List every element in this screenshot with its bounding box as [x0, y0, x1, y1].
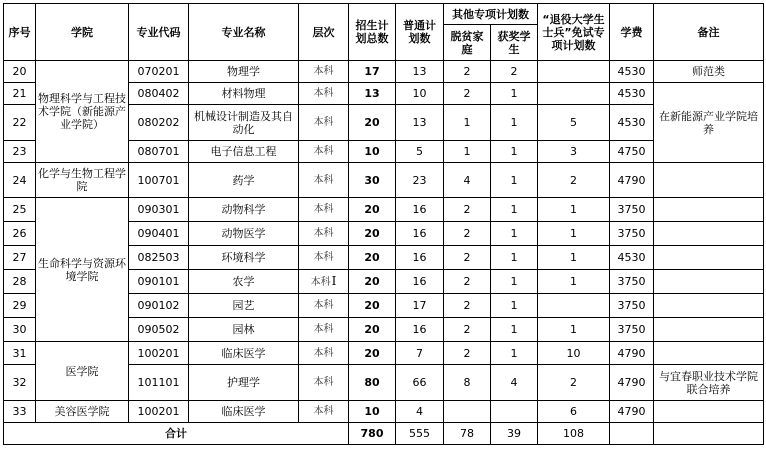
cell-code[interactable]: 100201	[129, 401, 189, 423]
cell-total[interactable]: 80	[349, 365, 396, 401]
cell-college-medical[interactable]: 医学院	[36, 342, 129, 401]
cell-major[interactable]: 材料物理	[189, 83, 299, 105]
cell-note-joint[interactable]: 与宜春职业技术学院联合培养	[654, 365, 764, 401]
cell-fee[interactable]: 3750	[610, 198, 654, 222]
cell-total[interactable]: 20	[349, 318, 396, 342]
cell-note-empty[interactable]	[654, 163, 764, 198]
cell-poverty[interactable]: 1	[444, 105, 491, 141]
cell-veteran[interactable]: 5	[538, 105, 610, 141]
cell-major[interactable]: 园艺	[189, 294, 299, 318]
header-college: 学院	[36, 4, 129, 61]
cell-level[interactable]: 本科	[299, 163, 349, 198]
cell-veteran[interactable]: 10	[538, 342, 610, 365]
cell-fee[interactable]: 4530	[610, 61, 654, 83]
header-veteran: “退役大学生士兵”免试专项计划数	[538, 4, 610, 61]
header-seq: 序号	[4, 4, 36, 61]
cell-note-new-energy[interactable]: 在新能源产业学院培养	[654, 83, 764, 163]
cell-poverty[interactable]: 2	[444, 222, 491, 246]
totals-normal[interactable]: 555	[396, 423, 444, 445]
cell-level[interactable]: 本科	[299, 141, 349, 163]
totals-fee-empty[interactable]	[610, 423, 654, 445]
cell-college-physics[interactable]: 物理科学与工程技术学院（新能源产业学院）	[36, 61, 129, 163]
cell-total[interactable]: 13	[349, 83, 396, 105]
cell-code[interactable]: 100701	[129, 163, 189, 198]
cell-normal[interactable]: 66	[396, 365, 444, 401]
cell-award[interactable]: 1	[491, 342, 538, 365]
cell-normal[interactable]: 10	[396, 83, 444, 105]
cell-fee[interactable]: 4790	[610, 401, 654, 423]
header-level: 层次	[299, 4, 349, 61]
cell-normal[interactable]: 16	[396, 198, 444, 222]
cell-total[interactable]: 20	[349, 270, 396, 294]
cell-code[interactable]: 080202	[129, 105, 189, 141]
cell-veteran[interactable]: 1	[538, 198, 610, 222]
header-normal: 普通计划数	[396, 4, 444, 61]
cell-major[interactable]: 农学	[189, 270, 299, 294]
text-cursor-icon: I	[331, 273, 337, 288]
cell-veteran[interactable]: 1	[538, 246, 610, 270]
cell-award[interactable]: 4	[491, 365, 538, 401]
cell-veteran[interactable]: 3	[538, 141, 610, 163]
cell-code[interactable]: 090502	[129, 318, 189, 342]
cell-note-empty[interactable]	[654, 318, 764, 342]
cell-major[interactable]: 药学	[189, 163, 299, 198]
totals-label[interactable]: 合计	[4, 423, 349, 445]
cell-seq[interactable]: 33	[4, 401, 36, 423]
cell-total[interactable]: 20	[349, 222, 396, 246]
table-row[interactable]	[4, 198, 764, 222]
enrollment-plan-table	[3, 3, 764, 445]
cell-veteran[interactable]	[538, 61, 610, 83]
cell-level[interactable]: 本科	[299, 318, 349, 342]
header-other-group: 其他专项计划数	[444, 4, 538, 25]
cell-code[interactable]: 080402	[129, 83, 189, 105]
cell-total[interactable]: 10	[349, 401, 396, 423]
cell-veteran[interactable]: 1	[538, 270, 610, 294]
cell-level[interactable]: 本科	[299, 222, 349, 246]
cell-seq[interactable]: 30	[4, 318, 36, 342]
cell-fee[interactable]: 3750	[610, 318, 654, 342]
cell-veteran[interactable]: 1	[538, 318, 610, 342]
cell-award[interactable]: 1	[491, 141, 538, 163]
cell-seq[interactable]: 21	[4, 83, 36, 105]
cell-total[interactable]: 30	[349, 163, 396, 198]
cell-total[interactable]: 10	[349, 141, 396, 163]
cell-code[interactable]: 090401	[129, 222, 189, 246]
cell-code[interactable]: 090101	[129, 270, 189, 294]
cell-poverty[interactable]: 2	[444, 83, 491, 105]
cell-major[interactable]: 护理学	[189, 365, 299, 401]
cell-seq[interactable]: 31	[4, 342, 36, 365]
cell-normal[interactable]: 13	[396, 61, 444, 83]
cell-note-empty[interactable]	[654, 294, 764, 318]
cell-poverty[interactable]: 8	[444, 365, 491, 401]
cell-veteran[interactable]: 1	[538, 222, 610, 246]
cell-seq[interactable]: 27	[4, 246, 36, 270]
cell-note-empty[interactable]	[654, 270, 764, 294]
cell-normal[interactable]: 13	[396, 105, 444, 141]
cell-normal[interactable]: 4	[396, 401, 444, 423]
table-row[interactable]	[4, 401, 764, 423]
cell-award[interactable]: 1	[491, 163, 538, 198]
cell-note-empty[interactable]	[654, 198, 764, 222]
cell-level[interactable]	[299, 270, 349, 294]
cell-level-text: 本科	[310, 276, 331, 288]
cell-college-life[interactable]: 生命科学与资源环境学院	[36, 198, 129, 342]
cell-veteran[interactable]: 6	[538, 401, 610, 423]
cell-seq[interactable]: 28	[4, 270, 36, 294]
cell-seq[interactable]: 32	[4, 365, 36, 401]
totals-total[interactable]: 780	[349, 423, 396, 445]
cell-fee[interactable]: 4790	[610, 163, 654, 198]
cell-code[interactable]: 082503	[129, 246, 189, 270]
cell-poverty[interactable]: 2	[444, 318, 491, 342]
cell-seq[interactable]: 24	[4, 163, 36, 198]
cell-normal[interactable]: 16	[396, 222, 444, 246]
cell-level[interactable]: 本科	[299, 294, 349, 318]
header-fee: 学费	[610, 4, 654, 61]
cell-fee[interactable]: 4790	[610, 342, 654, 365]
cell-award[interactable]: 1	[491, 294, 538, 318]
cell-major[interactable]: 临床医学	[189, 401, 299, 423]
cell-poverty[interactable]: 4	[444, 163, 491, 198]
cell-award[interactable]: 1	[491, 105, 538, 141]
cell-total[interactable]: 20	[349, 294, 396, 318]
header-row-1	[4, 4, 764, 25]
header-major: 专业名称	[189, 4, 299, 61]
header-award: 获奖学生	[491, 25, 538, 61]
cell-total[interactable]: 20	[349, 105, 396, 141]
cell-major[interactable]: 机械设计制造及其自动化	[189, 105, 299, 141]
cell-code[interactable]: 101101	[129, 365, 189, 401]
cell-major[interactable]: 环境科学	[189, 246, 299, 270]
cell-award[interactable]	[491, 401, 538, 423]
cell-normal[interactable]: 7	[396, 342, 444, 365]
cell-poverty[interactable]: 1	[444, 141, 491, 163]
cell-total[interactable]: 17	[349, 61, 396, 83]
cell-college-chembio[interactable]: 化学与生物工程学院	[36, 163, 129, 198]
header-note: 备注	[654, 4, 764, 61]
cell-seq[interactable]: 20	[4, 61, 36, 83]
table-row[interactable]	[4, 61, 764, 83]
cell-poverty[interactable]: 2	[444, 294, 491, 318]
cell-fee[interactable]: 4790	[610, 365, 654, 401]
cell-code[interactable]: 070201	[129, 61, 189, 83]
header-total: 招生计划总数	[349, 4, 396, 61]
cell-fee[interactable]: 4750	[610, 141, 654, 163]
cell-award[interactable]: 1	[491, 222, 538, 246]
cell-veteran[interactable]	[538, 294, 610, 318]
cell-major[interactable]: 临床医学	[189, 342, 299, 365]
cell-veteran[interactable]	[538, 83, 610, 105]
cell-note-empty[interactable]	[654, 401, 764, 423]
cell-code[interactable]: 080701	[129, 141, 189, 163]
table-row[interactable]	[4, 163, 764, 198]
cell-award[interactable]: 1	[491, 318, 538, 342]
cell-award[interactable]: 1	[491, 83, 538, 105]
cell-award[interactable]: 1	[491, 270, 538, 294]
totals-veteran[interactable]: 108	[538, 423, 610, 445]
cell-veteran[interactable]: 2	[538, 365, 610, 401]
totals-note-empty[interactable]	[654, 423, 764, 445]
cell-college-beauty[interactable]: 美容医学院	[36, 401, 129, 423]
cell-level[interactable]: 本科	[299, 401, 349, 423]
cell-seq[interactable]: 26	[4, 222, 36, 246]
cell-normal[interactable]: 5	[396, 141, 444, 163]
cell-veteran[interactable]: 2	[538, 163, 610, 198]
cell-normal[interactable]: 16	[396, 246, 444, 270]
cell-poverty[interactable]: 2	[444, 198, 491, 222]
cell-normal[interactable]: 23	[396, 163, 444, 198]
cell-award[interactable]: 1	[491, 246, 538, 270]
cell-note-empty[interactable]	[654, 246, 764, 270]
cell-level[interactable]: 本科	[299, 61, 349, 83]
cell-seq[interactable]: 29	[4, 294, 36, 318]
cell-level[interactable]: 本科	[299, 365, 349, 401]
cell-code[interactable]: 090102	[129, 294, 189, 318]
cell-award[interactable]: 1	[491, 198, 538, 222]
cell-fee[interactable]: 3750	[610, 294, 654, 318]
cell-major[interactable]: 园林	[189, 318, 299, 342]
cell-major[interactable]: 动物科学	[189, 198, 299, 222]
cell-seq[interactable]: 22	[4, 105, 36, 141]
cell-poverty[interactable]	[444, 401, 491, 423]
cell-poverty[interactable]: 2	[444, 270, 491, 294]
cell-seq[interactable]: 25	[4, 198, 36, 222]
cell-level[interactable]: 本科	[299, 83, 349, 105]
cell-award[interactable]: 2	[491, 61, 538, 83]
cell-code[interactable]: 090301	[129, 198, 189, 222]
header-code: 专业代码	[129, 4, 189, 61]
totals-row[interactable]	[4, 423, 764, 445]
cell-fee[interactable]: 4530	[610, 83, 654, 105]
cell-fee[interactable]: 4530	[610, 105, 654, 141]
cell-fee[interactable]: 3750	[610, 270, 654, 294]
cell-major[interactable]: 电子信息工程	[189, 141, 299, 163]
cell-seq[interactable]: 23	[4, 141, 36, 163]
cell-normal[interactable]: 17	[396, 294, 444, 318]
cell-fee[interactable]: 4530	[610, 246, 654, 270]
totals-poverty[interactable]: 78	[444, 423, 491, 445]
cell-level[interactable]: 本科	[299, 198, 349, 222]
cell-normal[interactable]: 16	[396, 318, 444, 342]
cell-total[interactable]: 20	[349, 198, 396, 222]
cell-total[interactable]: 20	[349, 342, 396, 365]
cell-poverty[interactable]: 2	[444, 342, 491, 365]
cell-note-empty[interactable]	[654, 222, 764, 246]
header-poverty: 脱贫家庭	[444, 25, 491, 61]
cell-level[interactable]: 本科	[299, 246, 349, 270]
cell-poverty[interactable]: 2	[444, 246, 491, 270]
table-row[interactable]	[4, 342, 764, 365]
cell-level[interactable]: 本科	[299, 105, 349, 141]
cell-total[interactable]: 20	[349, 246, 396, 270]
cell-note-empty[interactable]	[654, 342, 764, 365]
totals-award[interactable]: 39	[491, 423, 538, 445]
cell-note-normal-class[interactable]: 师范类	[654, 61, 764, 83]
cell-poverty[interactable]: 2	[444, 61, 491, 83]
cell-major[interactable]: 动物医学	[189, 222, 299, 246]
cell-fee[interactable]: 3750	[610, 222, 654, 246]
cell-normal[interactable]: 16	[396, 270, 444, 294]
cell-major[interactable]: 物理学	[189, 61, 299, 83]
cell-code[interactable]: 100201	[129, 342, 189, 365]
cell-level[interactable]: 本科	[299, 342, 349, 365]
